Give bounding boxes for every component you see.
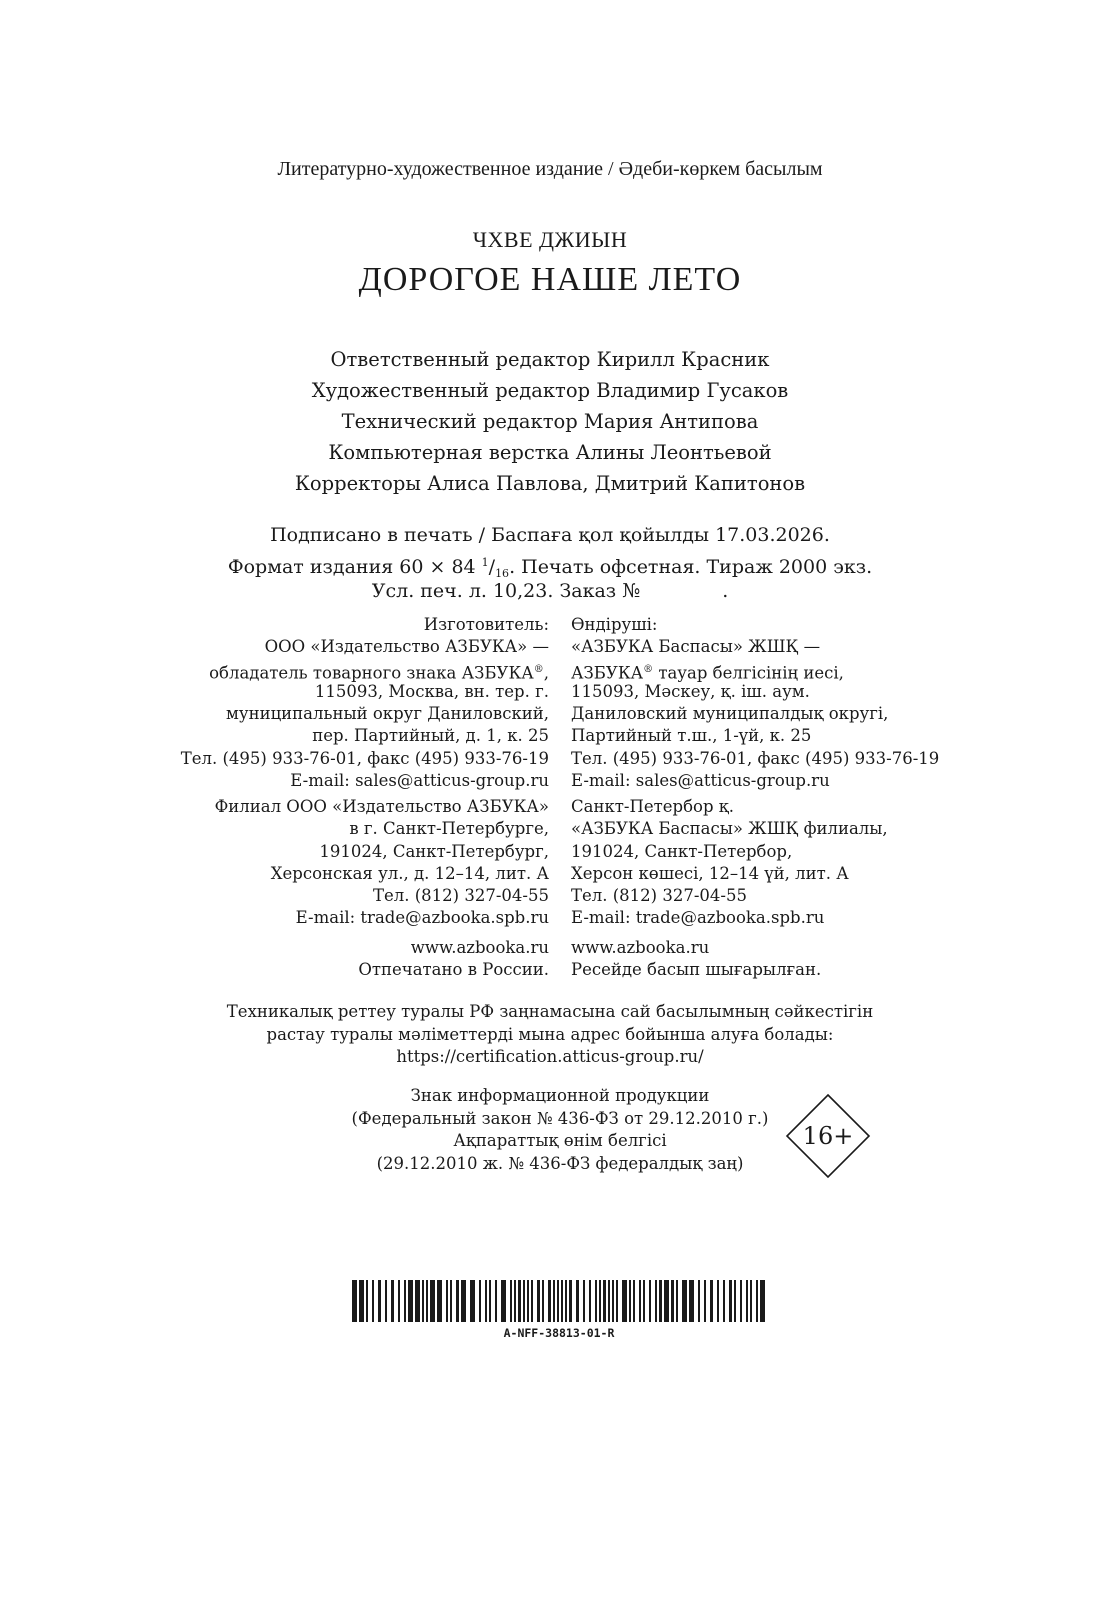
credit-line: Художественный редактор Владимир Гусаков (311, 379, 789, 402)
branch-kz (571, 796, 888, 930)
branch-line: 191024, Санкт-Петербор, (571, 841, 793, 861)
barcode-bar (603, 1280, 606, 1322)
certification-line: растау туралы мәліметтерді мына адрес бойынша алуға болады: (266, 1024, 834, 1044)
barcode-bar (689, 1280, 694, 1322)
barcode-bar (723, 1280, 725, 1322)
barcode-bar (398, 1280, 400, 1322)
format-line (0, 549, 1100, 580)
format-denominator: 16 (495, 567, 510, 580)
site-kz (571, 937, 821, 982)
branch-line: E-mail: trade@azbooka.spb.ru (295, 908, 549, 928)
order-end: . (722, 580, 729, 602)
barcode-bar (450, 1280, 452, 1322)
website-link[interactable]: www.azbooka.ru (571, 938, 710, 957)
sign-line: Знак информационной продукции (410, 1086, 710, 1105)
barcode-bar (352, 1280, 357, 1322)
barcode-bar (408, 1280, 413, 1322)
barcode-bar (740, 1280, 742, 1322)
email-line: E-mail: sales@atticus-group.ru (571, 771, 830, 791)
trademark-holder (181, 659, 549, 681)
barcode-bar (537, 1280, 540, 1322)
address-line: муниципальный округ Даниловский, (226, 704, 549, 724)
barcode-bar (470, 1280, 475, 1322)
branch-line: Херсонская ул., д. 12–14, лит. А (270, 863, 549, 883)
book-title: ДОРОГОЕ НАШЕ ЛЕТО (358, 261, 742, 298)
barcode-bar (746, 1280, 748, 1322)
branch-line: Тел. (812) 327-04-55 (571, 886, 747, 906)
signed-to-print: Подписано в печать / Баспаға қол қойылды 17.03.2026. (270, 524, 830, 546)
printed-in: Отпечатано в России. (358, 960, 549, 980)
barcode-bar (542, 1280, 544, 1322)
branch-line: Санкт-Петербор қ. (571, 797, 735, 816)
author-name: ЧХВЕ ДЖИЫН (472, 227, 628, 252)
phone-line: Тел. (495) 933-76-01, факс (495) 933-76-19 (571, 748, 940, 768)
barcode-bar (446, 1280, 448, 1322)
manufacturer-label: Изготовитель: (423, 615, 549, 634)
publication-info (0, 521, 1100, 605)
sheets-order: Усл. печ. л. 10,23. Заказ № (371, 580, 641, 602)
certification-url[interactable]: https://certification.atticus-group.ru/ (396, 1047, 704, 1066)
holder-text: АЗБУКА (571, 663, 644, 683)
barcode-bar (643, 1280, 645, 1322)
barcode-bar (589, 1280, 591, 1322)
branch-line: в г. Санкт-Петербурге, (349, 819, 549, 839)
barcode-bar (655, 1280, 657, 1322)
barcode-bar (608, 1280, 610, 1322)
barcode-bar (750, 1280, 752, 1322)
barcode-bar (622, 1280, 627, 1322)
phone-line: Тел. (495) 933-76-01, факс (495) 933-76-19 (180, 748, 549, 768)
manufacturer-kz (571, 614, 939, 792)
barcode-bar (518, 1280, 521, 1322)
barcode-bar (495, 1280, 497, 1322)
barcode-bar (649, 1280, 651, 1322)
barcode-bar (426, 1280, 428, 1322)
format-suffix: . Печать офсетная. Тираж 2000 экз. (509, 556, 873, 578)
barcode-bar (599, 1280, 601, 1322)
format-numerator: 1 (481, 556, 489, 569)
barcode-bar (430, 1280, 435, 1322)
branch-line: «АЗБУКА Баспасы» ЖШҚ филиалы, (571, 819, 888, 839)
barcode-bar (523, 1280, 525, 1322)
holder-end: тауар белгісінің иесі, (653, 663, 844, 683)
barcode-bar (717, 1280, 719, 1322)
barcode-bar (682, 1280, 687, 1322)
branch-line: 191024, Санкт-Петербург, (319, 841, 549, 861)
barcode-bar (583, 1280, 585, 1322)
site-ru (358, 937, 549, 982)
barcode-bar (576, 1280, 579, 1322)
barcode-bar (378, 1280, 381, 1322)
address-line: пер. Партийный, д. 1, к. 25 (312, 726, 549, 746)
sign-line: Ақпараттық өнім белгісі (453, 1131, 667, 1150)
barcode-bar (501, 1280, 506, 1322)
barcode-bar (710, 1280, 713, 1322)
manufacturer-name: ООО «Издательство АЗБУКА» — (264, 637, 549, 657)
branch-line: Тел. (812) 327-04-55 (373, 886, 549, 906)
editorial-credits (0, 344, 1100, 499)
credit-line: Корректоры Алиса Павлова, Дмитрий Капитонов (294, 472, 806, 495)
website-link[interactable]: www.azbooka.ru (410, 938, 549, 957)
barcode-bar (629, 1280, 631, 1322)
barcode-bar (565, 1280, 567, 1322)
barcode-bar (760, 1280, 765, 1322)
barcode-bar (485, 1280, 487, 1322)
certification-note (0, 1001, 1100, 1069)
address-line: Даниловский муниципалдық округі, (571, 704, 889, 724)
barcode-icon (350, 1280, 768, 1322)
manufacturer-ru (181, 614, 549, 792)
manufacturer-name: «АЗБУКА Баспасы» ЖШҚ — (571, 637, 821, 657)
barcode-bar (437, 1280, 442, 1322)
barcode-bar (422, 1280, 424, 1322)
holder-text: обладатель товарного знака АЗБУКА (209, 663, 534, 683)
branch-line: Херсон көшесі, 12–14 үй, лит. А (571, 863, 849, 883)
branch-line: E-mail: trade@azbooka.spb.ru (571, 908, 825, 928)
barcode-bar (612, 1280, 614, 1322)
barcode-bar (514, 1280, 516, 1322)
barcode-bar (366, 1280, 368, 1322)
barcode-bar (461, 1280, 466, 1322)
manufacturer-label: Өндіруші: (571, 615, 658, 634)
barcode-bar (391, 1280, 394, 1322)
barcode-bar (671, 1280, 674, 1322)
barcode-bar (510, 1280, 512, 1322)
barcode-bar (359, 1280, 364, 1322)
barcode-bar (569, 1280, 572, 1322)
age-rating-badge (785, 1093, 871, 1179)
barcode-bar (676, 1280, 678, 1322)
barcode-bar (456, 1280, 459, 1322)
barcode-bar (385, 1280, 387, 1322)
address-line: Партийный т.ш., 1-үй, к. 25 (571, 726, 812, 746)
certification-line: Техникалық реттеу туралы РФ заңнамасына сай басылымның сәйкестігін (226, 1002, 874, 1021)
information-sign (280, 1085, 840, 1175)
format-prefix: Формат издания 60 × 84 (227, 556, 482, 578)
barcode-bar (372, 1280, 374, 1322)
barcode-bar (729, 1280, 732, 1322)
barcode-bar (527, 1280, 529, 1322)
barcode-bar (664, 1280, 669, 1322)
registered-mark: ® (643, 663, 654, 675)
barcode-number: A-NFF-38813-01-R (503, 1326, 615, 1340)
branch-ru (215, 796, 549, 930)
barcode-bar (659, 1280, 662, 1322)
holder-end: , (543, 663, 549, 683)
barcode-bar (595, 1280, 597, 1322)
barcode-bar (734, 1280, 736, 1322)
credit-line: Технический редактор Мария Антипова (341, 410, 759, 433)
barcode-bar (531, 1280, 533, 1322)
address-line: 115093, Москва, вн. тер. г. (314, 681, 549, 701)
sheets-order-line (0, 577, 1100, 605)
email-line: E-mail: sales@atticus-group.ru (290, 771, 549, 791)
barcode-bar (489, 1280, 491, 1322)
publication-type: Литературно-художественное издание / Әдеби-көркем басылым (277, 158, 823, 180)
age-rating-text: 16+ (802, 1122, 854, 1150)
barcode-bar (704, 1280, 706, 1322)
address-line: 115093, Мәскеу, қ. іш. аум. (571, 681, 810, 701)
barcode-bar (404, 1280, 406, 1322)
branch-line: Филиал ООО «Издательство АЗБУКА» (214, 797, 549, 816)
barcode-bar (557, 1280, 559, 1322)
barcode-bar (633, 1280, 635, 1322)
barcode-bar (479, 1280, 481, 1322)
barcode-bar (639, 1280, 641, 1322)
credit-line: Компьютерная верстка Алины Леонтьевой (328, 441, 772, 464)
printed-in: Ресейде басып шығарылған. (571, 960, 822, 980)
barcode-bar (548, 1280, 551, 1322)
trademark-holder (571, 659, 939, 681)
barcode-bar (553, 1280, 555, 1322)
barcode-bar (756, 1280, 758, 1322)
sign-line: (29.12.2010 ж. № 436-ФЗ федералдық заң) (376, 1153, 744, 1173)
barcode-bar (415, 1280, 420, 1322)
barcode-bar (698, 1280, 700, 1322)
barcode-bar (616, 1280, 618, 1322)
credit-line: Ответственный редактор Кирилл Красник (330, 348, 770, 371)
sign-line: (Федеральный закон № 436-ФЗ от 29.12.2010 г.) (351, 1108, 769, 1128)
format-slash: / (488, 556, 496, 578)
barcode-bar (561, 1280, 563, 1322)
registered-mark: ® (533, 663, 544, 675)
